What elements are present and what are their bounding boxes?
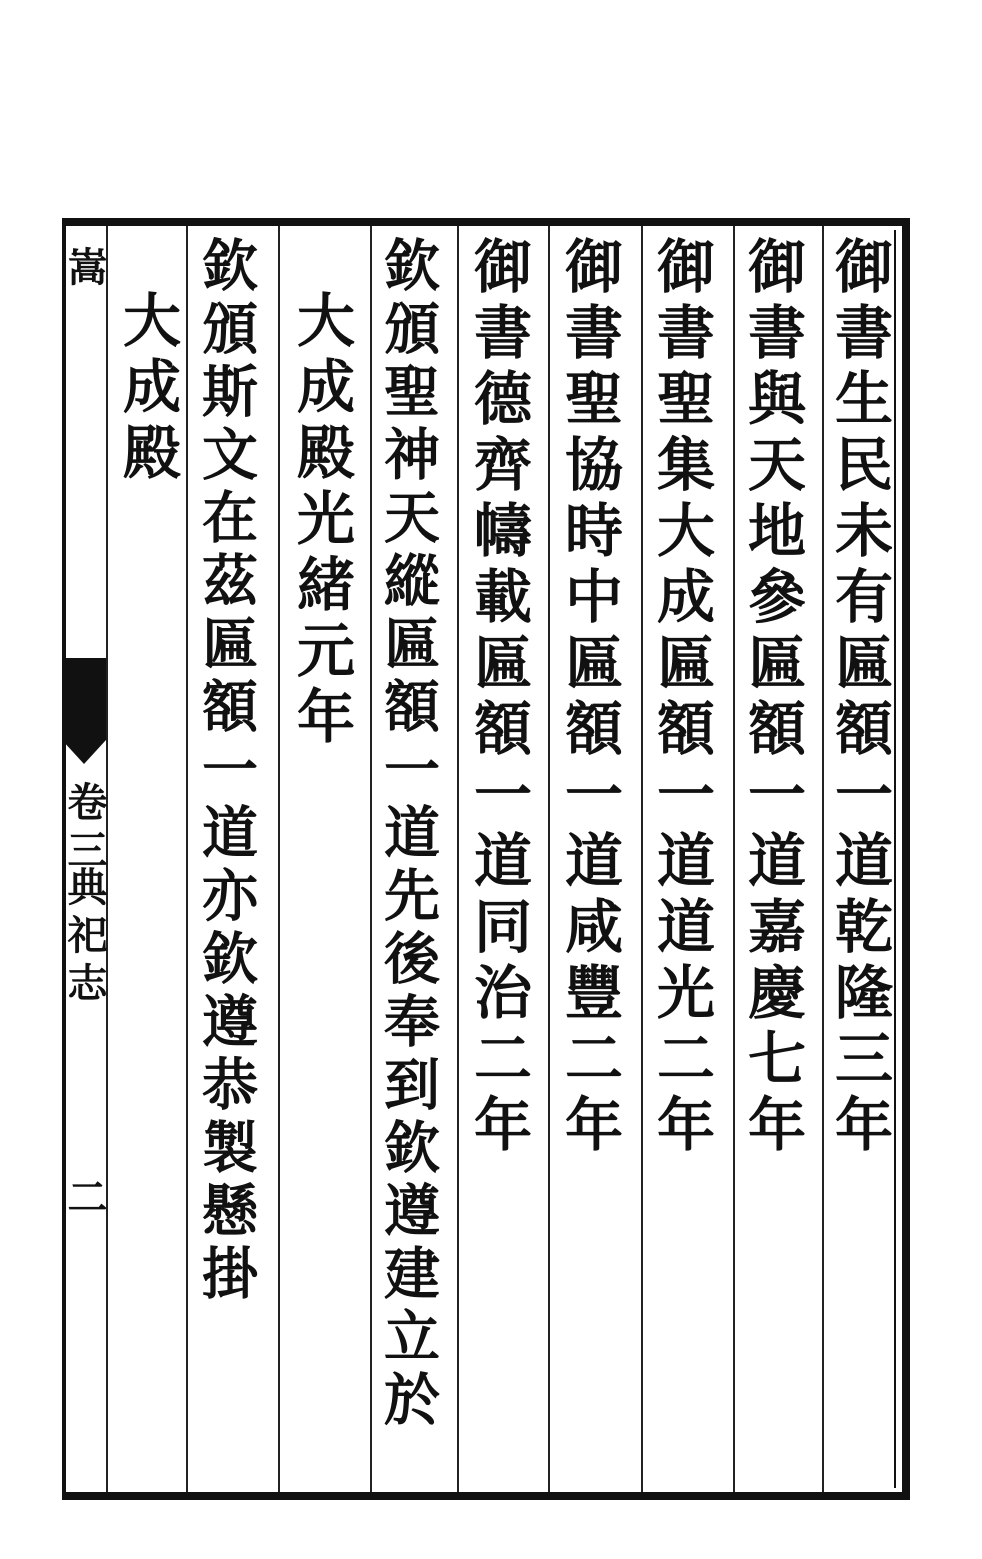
column-rule [548, 226, 550, 1492]
column-rule [457, 226, 459, 1492]
gutter-title: 嵩 [61, 246, 108, 294]
column-rule [186, 226, 188, 1492]
text-column-1: 御書生民未有匾額一道乾隆三年 [825, 236, 893, 1160]
text-column-9: 大成殿 [113, 290, 181, 488]
text-column-5: 御書德齊幬載匾額一道同治二年 [464, 236, 532, 1160]
text-column-7: 大成殿光緒元年 [287, 290, 355, 752]
text-column-3: 御書聖集大成匾額一道道光二年 [647, 236, 715, 1160]
text-column-4: 御書聖協時中匾額一道咸豐二年 [555, 236, 623, 1160]
fish-tail-mark [62, 658, 106, 740]
text-column-6: 欽頒聖神天縱匾額一道先後奉到欽遵建立於 [375, 236, 441, 1433]
text-column-8: 欽頒斯文在茲匾額一道亦欽遵恭製懸掛 [193, 236, 259, 1307]
gutter-section: 典祀志 [61, 866, 108, 1010]
column-rule [733, 226, 735, 1492]
column-rule [278, 226, 280, 1492]
gutter [62, 226, 106, 1492]
text-column-2: 御書與天地參匾額一道嘉慶七年 [738, 236, 806, 1160]
gutter-page-number: 二 [61, 1176, 108, 1224]
column-rule [370, 226, 372, 1492]
column-rule [822, 226, 824, 1492]
column-rule [641, 226, 643, 1492]
gutter-volume: 卷三 [61, 781, 108, 877]
